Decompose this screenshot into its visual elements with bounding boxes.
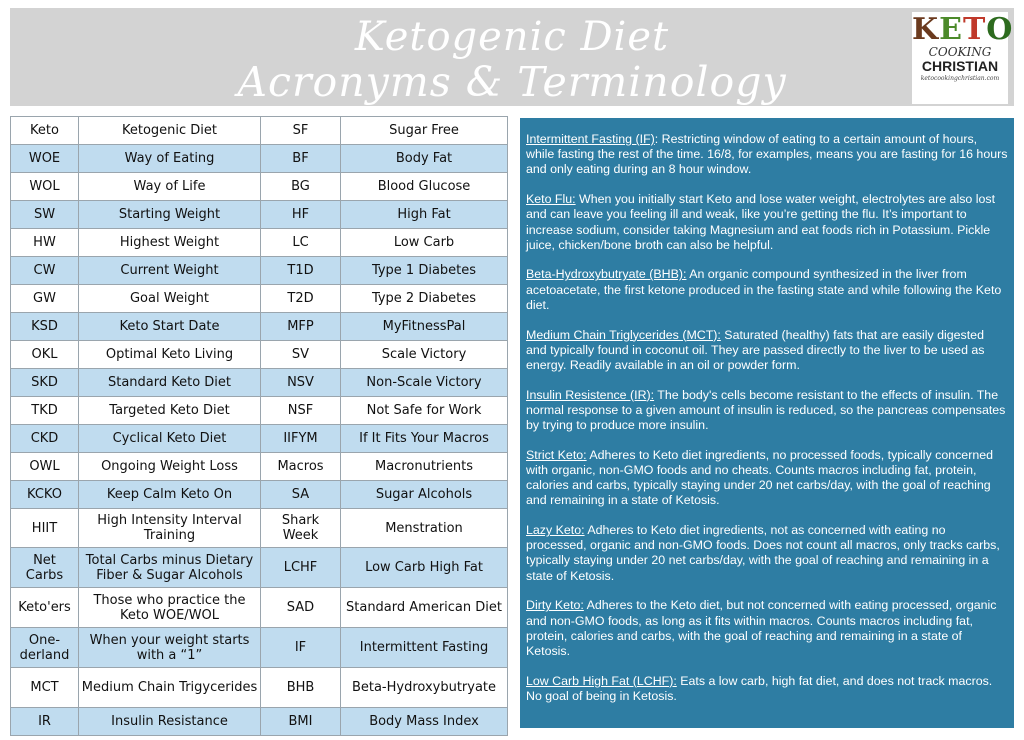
acronym-cell: SW	[11, 201, 79, 229]
acronym-table	[10, 116, 508, 736]
keto-cooking-christian-logo	[912, 12, 1014, 104]
acronym-cell: HF	[261, 201, 341, 229]
acronym-cell: SF	[261, 117, 341, 145]
definition-item	[526, 267, 1008, 313]
table-row	[11, 708, 508, 736]
table-row	[11, 285, 508, 313]
definition-item	[526, 388, 1008, 434]
logo-keto-wordmark: KETO	[912, 12, 1014, 47]
definition-item	[526, 598, 1008, 659]
meaning-cell: Scale Victory	[341, 341, 508, 369]
meaning-cell: High Fat	[341, 201, 508, 229]
meaning-cell: High Intensity Interval Training	[79, 509, 261, 548]
definition-item	[526, 132, 1008, 178]
acronym-cell: One-derland	[11, 628, 79, 668]
acronym-cell: Net Carbs	[11, 548, 79, 588]
table-row	[11, 548, 508, 588]
definition-text: The body's cells become resistant to the effects of insulin. The normal response to a given amount of insulin is reduced, so the pancreas compensates by trying to produce more insulin.	[526, 387, 1006, 433]
definition-text: Adheres to Keto diet ingredients, no processed foods, typically concerned with organic, non-GMO foods and no cheats. Counts macros including fat, protein, calories and carbs, typically staying under 20 net carbs/day, with the goal of reaching and remaining in a state of Ketosis.	[526, 447, 993, 508]
logo-cooking-text: COOKING	[928, 45, 992, 59]
table-row	[11, 201, 508, 229]
meaning-cell: Sugar Free	[341, 117, 508, 145]
acronym-cell: KCKO	[11, 481, 79, 509]
definitions-panel	[520, 118, 1014, 728]
table-row	[11, 425, 508, 453]
meaning-cell: Beta-Hydroxybutryate	[341, 668, 508, 708]
definition-term: Strict Keto:	[526, 447, 587, 462]
table-row	[11, 229, 508, 257]
acronym-cell: SAD	[261, 588, 341, 628]
meaning-cell: Menstration	[341, 509, 508, 548]
acronym-cell: Shark Week	[261, 509, 341, 548]
acronym-cell: T2D	[261, 285, 341, 313]
acronym-cell: BG	[261, 173, 341, 201]
acronym-cell: TKD	[11, 397, 79, 425]
definition-text: : Restricting window of eating to a certain amount of hours, while fasting the rest of the time. 16/8, for examples, means you are fasting for 16 hours and only eating during an 8 hour window.	[526, 132, 1008, 177]
meaning-cell: Low Carb	[341, 229, 508, 257]
acronym-cell: OKL	[11, 341, 79, 369]
acronym-cell: OWL	[11, 453, 79, 481]
table-row	[11, 145, 508, 173]
meaning-cell: Standard American Diet	[341, 588, 508, 628]
meaning-cell: Standard Keto Diet	[79, 369, 261, 397]
meaning-cell: When your weight starts with a “1”	[79, 628, 261, 668]
meaning-cell: Ketogenic Diet	[79, 117, 261, 145]
meaning-cell: Blood Glucose	[341, 173, 508, 201]
definition-term: Keto Flu:	[526, 192, 576, 207]
meaning-cell: MyFitnessPal	[341, 313, 508, 341]
acronym-cell: GW	[11, 285, 79, 313]
meaning-cell: Intermittent Fasting	[341, 628, 508, 668]
meaning-cell: Macronutrients	[341, 453, 508, 481]
acronym-cell: MCT	[11, 668, 79, 708]
meaning-cell: Ongoing Weight Loss	[79, 453, 261, 481]
table-row	[11, 481, 508, 509]
acronym-cell: Macros	[261, 453, 341, 481]
meaning-cell: Low Carb High Fat	[341, 548, 508, 588]
meaning-cell: Starting Weight	[79, 201, 261, 229]
logo-christian-text: CHRISTIAN	[921, 58, 999, 74]
meaning-cell: Total Carbs minus Dietary Fiber & Sugar Alcohols	[79, 548, 261, 588]
meaning-cell: Highest Weight	[79, 229, 261, 257]
definition-text: Adheres to Keto diet ingredients, not as concerned with eating no processed, organic and non-GMO foods. Does not count all macros, only tracks carbs, typically staying under 20 net carbs/day, with the goal of reaching and remaining in a state of Ketosis.	[526, 523, 1000, 583]
table-row	[11, 668, 508, 708]
definition-item	[526, 328, 1008, 374]
meaning-cell: Way of Life	[79, 173, 261, 201]
definition-term: Lazy Keto:	[526, 523, 585, 538]
acronym-cell: SKD	[11, 369, 79, 397]
header-banner	[10, 8, 1014, 106]
meaning-cell: Keto Start Date	[79, 313, 261, 341]
definition-term: Dirty Keto:	[526, 598, 584, 613]
page-title-line-1: Ketogenic Diet	[354, 14, 670, 60]
meaning-cell: Cyclical Keto Diet	[79, 425, 261, 453]
meaning-cell: Not Safe for Work	[341, 397, 508, 425]
acronym-cell: CW	[11, 257, 79, 285]
meaning-cell: Targeted Keto Diet	[79, 397, 261, 425]
acronym-cell: Keto	[11, 117, 79, 145]
meaning-cell: Goal Weight	[79, 285, 261, 313]
table-row	[11, 588, 508, 628]
acronym-cell: SV	[261, 341, 341, 369]
acronym-cell: IF	[261, 628, 341, 668]
acronym-cell: HW	[11, 229, 79, 257]
definition-text: Saturated (healthy) fats that are easily digested and typically found in coconut oil. They are passed directly to the liver to be used as energy. Readily available in an oil or powder form.	[526, 327, 985, 372]
acronym-cell: IIFYM	[261, 425, 341, 453]
definition-text: An organic compound synthesized in the liver from acetoacetate, the first ketone produced in the fasting state and while following the Keto diet.	[526, 267, 1002, 312]
definition-term: Medium Chain Triglycerides (MCT):	[526, 327, 721, 342]
acronym-cell: SA	[261, 481, 341, 509]
table-row	[11, 509, 508, 548]
meaning-cell: Type 1 Diabetes	[341, 257, 508, 285]
definition-term: Low Carb High Fat (LCHF):	[526, 673, 677, 688]
definition-item	[526, 192, 1008, 253]
meaning-cell: Those who practice the Keto WOE/WOL	[79, 588, 261, 628]
meaning-cell: Sugar Alcohols	[341, 481, 508, 509]
acronym-cell: IR	[11, 708, 79, 736]
definition-item	[526, 674, 1008, 704]
page-title-line-2: Acronyms & Terminology	[237, 58, 787, 106]
acronym-cell: BHB	[261, 668, 341, 708]
acronym-cell: BMI	[261, 708, 341, 736]
meaning-cell: If It Fits Your Macros	[341, 425, 508, 453]
acronym-cell: BF	[261, 145, 341, 173]
table-row	[11, 313, 508, 341]
meaning-cell: Optimal Keto Living	[79, 341, 261, 369]
acronym-cell: LCHF	[261, 548, 341, 588]
table-row	[11, 257, 508, 285]
table-row	[11, 173, 508, 201]
table-row	[11, 397, 508, 425]
definition-item	[526, 523, 1008, 584]
meaning-cell: Medium Chain Trigycerides	[79, 668, 261, 708]
acronym-cell: HIIT	[11, 509, 79, 548]
table-row	[11, 369, 508, 397]
meaning-cell: Type 2 Diabetes	[341, 285, 508, 313]
table-row	[11, 341, 508, 369]
table-row	[11, 628, 508, 668]
acronym-cell: LC	[261, 229, 341, 257]
acronym-cell: KSD	[11, 313, 79, 341]
acronym-cell: CKD	[11, 425, 79, 453]
meaning-cell: Insulin Resistance	[79, 708, 261, 736]
meaning-cell: Non-Scale Victory	[341, 369, 508, 397]
definition-term: Insulin Resistence (IR):	[526, 387, 655, 402]
meaning-cell: Body Fat	[341, 145, 508, 173]
meaning-cell: Way of Eating	[79, 145, 261, 173]
meaning-cell: Current Weight	[79, 257, 261, 285]
definition-text: Eats a low carb, high fat diet, and does not track macros. No goal of being in Ketosis.	[526, 673, 993, 703]
definition-term: Intermittent Fasting (IF)	[526, 132, 655, 146]
acronym-cell: T1D	[261, 257, 341, 285]
definition-item	[526, 448, 1008, 509]
definition-text: Adheres to the Keto diet, but not concerned with eating processed, organic and non-GMO foods, as long as it fits within macros. Counts macros including fat, protein, calories and carbs, with the goal of reaching and remaining in a state of Ketosis.	[526, 598, 997, 658]
acronym-cell: Keto'ers	[11, 588, 79, 628]
acronym-cell: WOL	[11, 173, 79, 201]
acronym-cell: NSV	[261, 369, 341, 397]
acronym-cell: NSF	[261, 397, 341, 425]
acronym-cell: MFP	[261, 313, 341, 341]
meaning-cell: Keep Calm Keto On	[79, 481, 261, 509]
meaning-cell: Body Mass Index	[341, 708, 508, 736]
table-row	[11, 117, 508, 145]
definition-text: When you initially start Keto and lose water weight, electrolytes are also lost and can leave you feeling ill and weak, like you’re getting the flu. It’s important to increase sodium, consider taking Magnesium and eat foods rich in Potassium. Pickle juice, chicken/bone broth can also be helpful.	[526, 192, 996, 252]
acronym-cell: WOE	[11, 145, 79, 173]
logo-url-text: ketocookingchristian.com	[920, 75, 1000, 82]
definition-term: Beta-Hydroxybutryate (BHB):	[526, 267, 687, 282]
table-row	[11, 453, 508, 481]
